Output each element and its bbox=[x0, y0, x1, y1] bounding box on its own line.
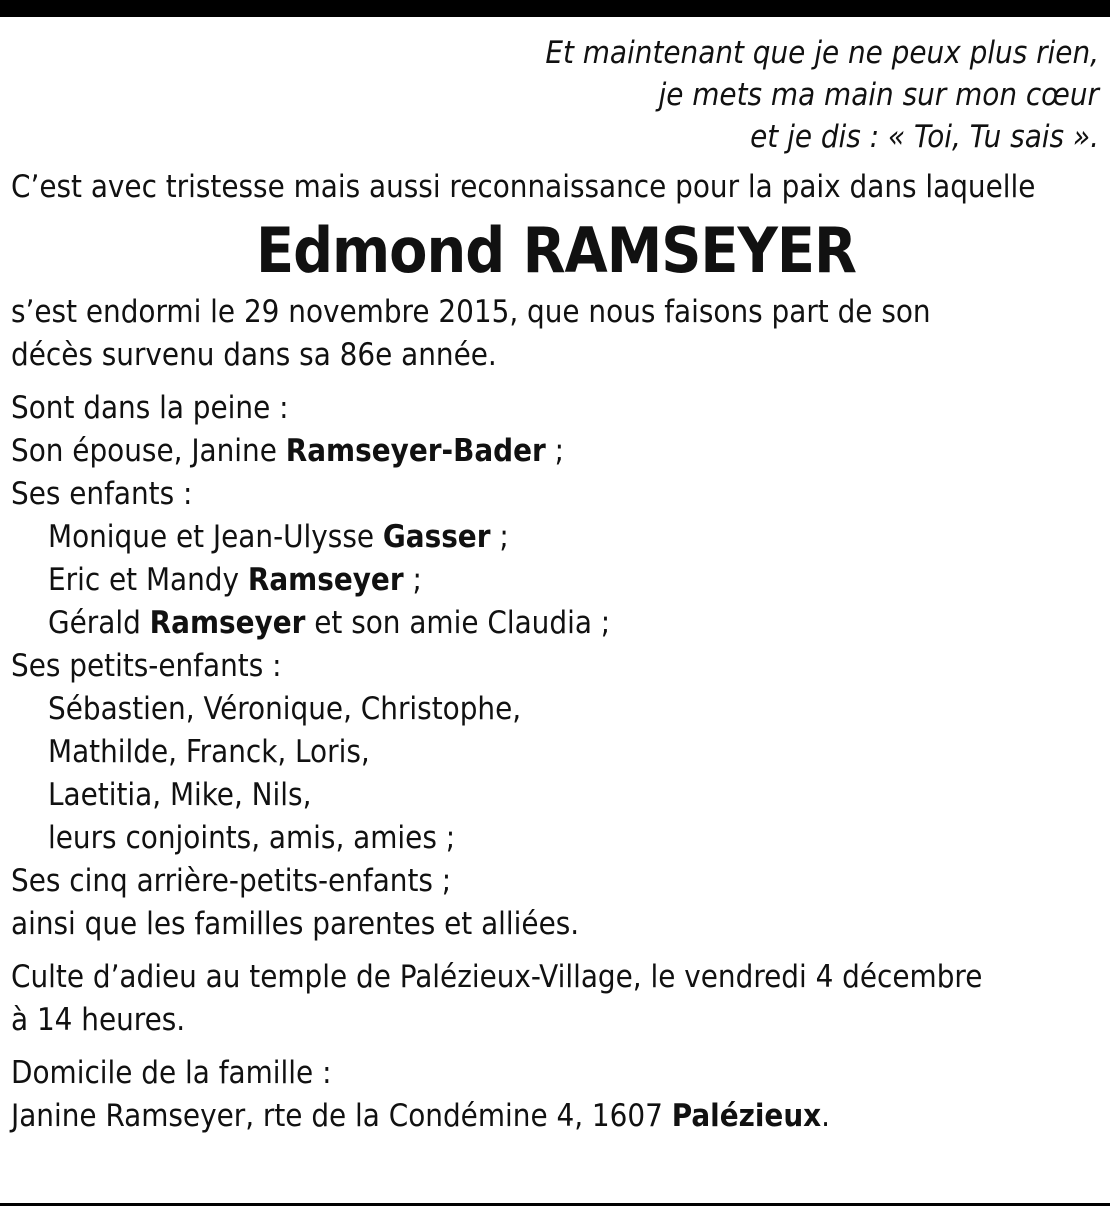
child-1-surname: Gasser bbox=[382, 519, 491, 555]
obituary-notice bbox=[11, 32, 1101, 1138]
address-suffix: . bbox=[821, 1098, 831, 1134]
announcement-line-2: décès survenu dans sa 86e année. bbox=[11, 337, 497, 373]
grandchildren-heading: Ses petits-enfants : bbox=[11, 648, 282, 684]
spouse-line bbox=[11, 430, 1101, 473]
domicile-info bbox=[11, 1052, 1101, 1138]
ceremony-info bbox=[11, 956, 1101, 1042]
grandchildren-line-1: Sébastien, Véronique, Christophe, bbox=[48, 691, 522, 727]
grandchildren-line-2: Mathilde, Franck, Loris, bbox=[48, 734, 370, 770]
quote-line-2: je mets ma main sur mon cœur bbox=[658, 77, 1099, 113]
announcement bbox=[11, 291, 1101, 377]
intro-text: C’est avec tristesse mais aussi reconnaissance pour la paix dans laquelle bbox=[11, 169, 1036, 205]
family-heading: Sont dans la peine : bbox=[11, 390, 289, 426]
children-heading: Ses enfants : bbox=[11, 476, 193, 512]
great-grandchildren-line: Ses cinq arrière-petits-enfants ; bbox=[11, 863, 452, 899]
relatives-line: ainsi que les familles parentes et alliées. bbox=[11, 906, 580, 942]
child-line-3 bbox=[11, 602, 1101, 645]
announcement-line-1: s’est endormi le 29 novembre 2015, que nous faisons part de son bbox=[11, 294, 931, 330]
grandchildren-line-3: Laetitia, Mike, Nils, bbox=[48, 777, 312, 813]
top-border-rule bbox=[0, 0, 1110, 17]
epigraph-quote bbox=[11, 32, 1101, 158]
grandchildren-line-4: leurs conjoints, amis, amies ; bbox=[48, 820, 456, 856]
child-2-prefix: Eric et Mandy bbox=[48, 562, 248, 598]
child-3-surname: Ramseyer bbox=[149, 605, 306, 641]
child-2-surname: Ramseyer bbox=[247, 562, 404, 598]
domicile-heading: Domicile de la famille : bbox=[11, 1055, 332, 1091]
child-1-prefix: Monique et Jean-Ulysse bbox=[48, 519, 383, 555]
bottom-border-rule bbox=[0, 1203, 1110, 1206]
ceremony-line-1: Culte d’adieu au temple de Palézieux-Village, le vendredi 4 décembre bbox=[11, 959, 983, 995]
domicile-address bbox=[11, 1095, 1101, 1138]
quote-line-3: et je dis : « Toi, Tu sais ». bbox=[750, 119, 1099, 155]
spouse-surname: Ramseyer-Bader bbox=[285, 433, 546, 469]
family-list bbox=[11, 387, 1101, 946]
child-line-2 bbox=[11, 559, 1101, 602]
child-line-1 bbox=[11, 516, 1101, 559]
child-1-suffix: ; bbox=[490, 519, 509, 555]
deceased-name: Edmond RAMSEYER bbox=[256, 214, 856, 287]
child-3-suffix: et son amie Claudia ; bbox=[305, 605, 611, 641]
child-3-prefix: Gérald bbox=[48, 605, 150, 641]
spouse-suffix: ; bbox=[545, 433, 565, 469]
ceremony-line-2: à 14 heures. bbox=[11, 1002, 186, 1038]
child-2-suffix: ; bbox=[403, 562, 422, 598]
spouse-prefix: Son épouse, Janine bbox=[11, 433, 286, 469]
quote-line-1: Et maintenant que je ne peux plus rien, bbox=[545, 35, 1099, 71]
address-town: Palézieux bbox=[671, 1098, 822, 1134]
address-prefix: Janine Ramseyer, rte de la Condémine 4, 1607 bbox=[11, 1098, 672, 1134]
